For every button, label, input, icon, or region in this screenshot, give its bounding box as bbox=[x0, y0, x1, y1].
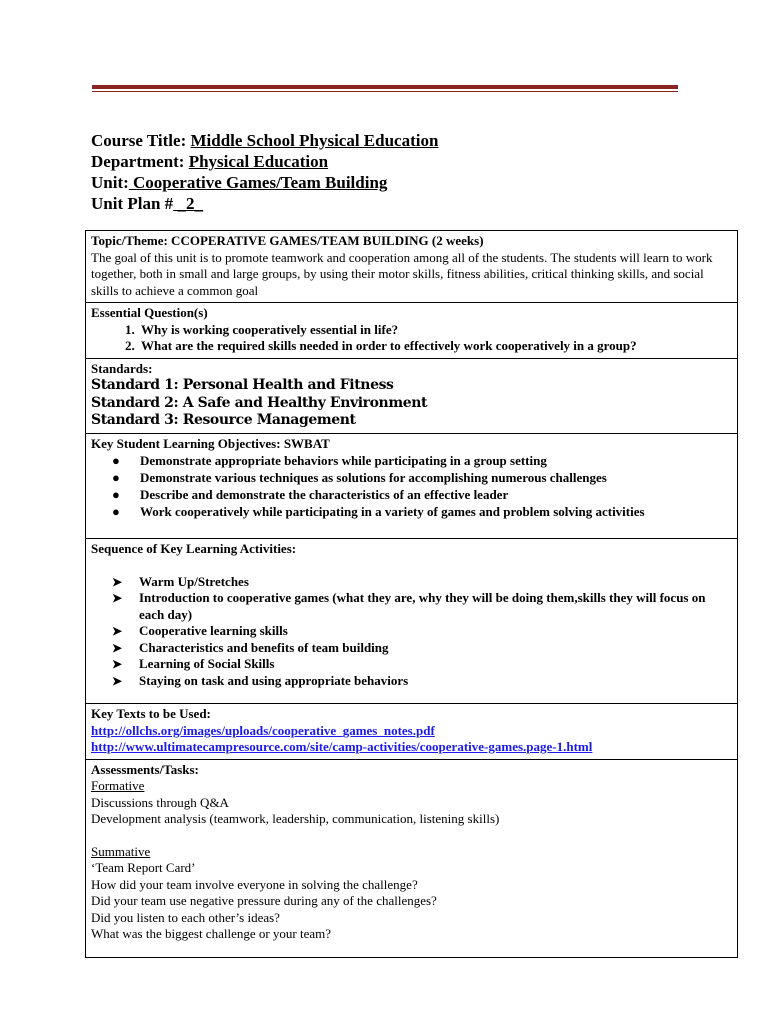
sequence-list bbox=[91, 574, 732, 690]
essential-question-item: 2. What are the required skills needed in order to effectively work cooperatively in a group? bbox=[138, 338, 732, 355]
unit-value: Cooperative Games/Team Building bbox=[128, 173, 388, 192]
arrowhead-bullet-icon: ➤ bbox=[112, 574, 123, 589]
course-title-value: Middle School Physical Education bbox=[190, 131, 439, 150]
sequence-cell bbox=[86, 538, 737, 703]
sequence-text: Characteristics and benefits of team building bbox=[139, 639, 389, 655]
arrowhead-bullet-icon: ➤ bbox=[112, 657, 123, 671]
department-label: Department: bbox=[91, 152, 185, 171]
objectives-cell bbox=[86, 433, 737, 539]
objective-text: Demonstrate appropriate behaviors while participating in a group setting bbox=[140, 453, 547, 468]
sequence-text: Staying on task and using appropriate behaviors bbox=[139, 672, 409, 688]
objective-item bbox=[112, 486, 732, 503]
arrowhead-bullet-icon: ➤ bbox=[112, 624, 123, 638]
standard-item: Standard 2: A Safe and Healthy Environment bbox=[91, 394, 428, 411]
assessments-cell bbox=[86, 759, 737, 957]
summative-item: Did your team use negative pressure during any of the challenges? bbox=[91, 893, 437, 908]
topic-text: The goal of this unit is to promote teamwork and cooperation among all of the students. The students will learn to work together, both in small and large groups, by using their motor skills, fitness abilities, critical thinking skills, and social skills to achieve a common goal bbox=[91, 249, 713, 298]
essential-questions-cell bbox=[86, 302, 737, 358]
course-title-line bbox=[91, 130, 438, 151]
header-rule-thick bbox=[92, 85, 678, 89]
sequence-text: Introduction to cooperative games (what they are, why they will be doing them,skills they will focus on each day) bbox=[139, 590, 706, 622]
unit-plan-table bbox=[85, 230, 738, 958]
formative-item: Discussions through Q&A bbox=[91, 794, 229, 810]
spacer bbox=[91, 828, 732, 844]
sequence-item bbox=[112, 672, 732, 690]
unit-label: Unit: bbox=[91, 173, 129, 192]
formative-label: Formative bbox=[91, 778, 145, 793]
objectives-list bbox=[91, 452, 732, 520]
sequence-item bbox=[112, 639, 732, 657]
resource-link[interactable]: http://www.ultimatecampresource.com/site/camp-activities/cooperative-games.page-1.html bbox=[91, 739, 593, 754]
unit-line bbox=[91, 172, 438, 193]
unit-plan-line bbox=[91, 193, 438, 214]
objective-item bbox=[112, 452, 732, 469]
department-line bbox=[91, 151, 438, 172]
key-texts-cell bbox=[86, 703, 737, 759]
bullet-icon: ● bbox=[112, 487, 120, 502]
course-title-label: Course Title: bbox=[91, 131, 187, 150]
objective-text: Work cooperatively while participating in a variety of games and problem solving activities bbox=[140, 504, 645, 519]
summative-item: Did you listen to each other’s ideas? bbox=[91, 909, 280, 925]
objectives-label: Key Student Learning Objectives: SWBAT bbox=[91, 435, 330, 451]
assessments-label: Assessments/Tasks: bbox=[91, 761, 199, 777]
objective-item bbox=[112, 469, 732, 486]
sequence-label: Sequence of Key Learning Activities: bbox=[91, 541, 297, 556]
objective-item bbox=[112, 503, 732, 520]
unit-plan-label: Unit Plan # bbox=[91, 194, 174, 213]
bullet-icon: ● bbox=[112, 470, 120, 485]
objective-text: Demonstrate various techniques as solutions for accomplishing numerous challenges bbox=[140, 470, 607, 485]
summative-item: ‘Team Report Card’ bbox=[91, 860, 196, 875]
essential-question-item: 1. Why is working cooperatively essential in life? bbox=[138, 322, 732, 339]
header-rule-thin bbox=[92, 91, 678, 92]
formative-item: Development analysis (teamwork, leadership, communication, listening skills) bbox=[91, 811, 500, 826]
summative-item: What was the biggest challenge or your team? bbox=[91, 926, 332, 941]
topic-cell bbox=[86, 231, 737, 302]
summative-item: How did your team involve everyone in solving the challenge? bbox=[91, 876, 418, 892]
key-texts-label: Key Texts to be Used: bbox=[91, 706, 211, 721]
objective-text: Describe and demonstrate the characteristics of an effective leader bbox=[140, 487, 509, 502]
standard-item: Standard 3: Resource Management bbox=[91, 412, 356, 428]
sequence-text: Learning of Social Skills bbox=[139, 656, 275, 671]
bullet-icon: ● bbox=[112, 453, 120, 468]
arrowhead-bullet-icon: ➤ bbox=[112, 640, 123, 655]
unit-plan-value: _2_ bbox=[173, 194, 203, 213]
arrowhead-bullet-icon: ➤ bbox=[112, 591, 123, 605]
sequence-text: Warm Up/Stretches bbox=[139, 573, 249, 589]
summative-label: Summative bbox=[91, 843, 151, 859]
standards-label: Standards: bbox=[91, 360, 153, 376]
standards-cell bbox=[86, 358, 737, 433]
sequence-item bbox=[112, 590, 732, 623]
sequence-item bbox=[112, 573, 732, 591]
essential-questions-label: Essential Question(s) bbox=[91, 305, 208, 320]
sequence-text: Cooperative learning skills bbox=[139, 623, 288, 638]
topic-label: Topic/Theme: CCOPERATIVE GAMES/TEAM BUILDING (2 weeks) bbox=[91, 233, 484, 248]
department-value: Physical Education bbox=[188, 152, 329, 171]
sequence-item bbox=[112, 656, 732, 673]
arrowhead-bullet-icon: ➤ bbox=[112, 673, 123, 688]
document-header bbox=[91, 130, 438, 214]
bullet-icon: ● bbox=[112, 504, 120, 519]
standard-item: Standard 1: Personal Health and Fitness bbox=[91, 377, 394, 393]
resource-link[interactable]: http://ollchs.org/images/uploads/cooperative_games_notes.pdf bbox=[91, 722, 435, 738]
essential-questions-list bbox=[91, 322, 732, 355]
sequence-item bbox=[112, 623, 732, 640]
